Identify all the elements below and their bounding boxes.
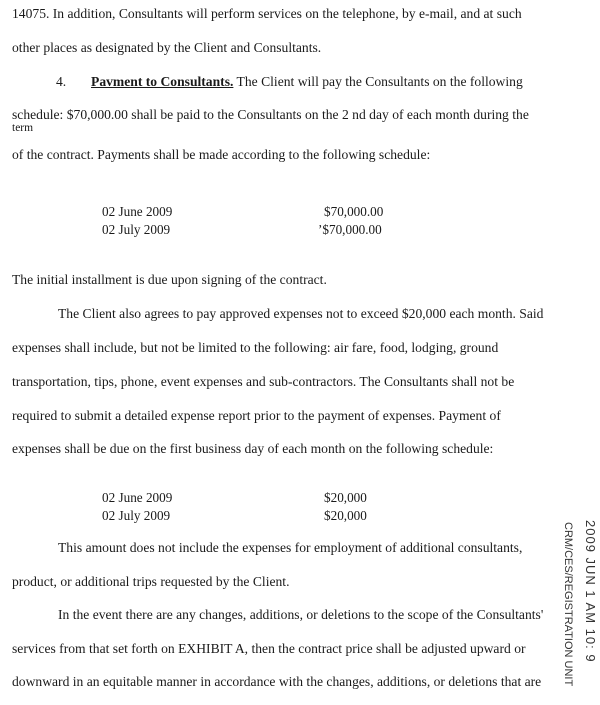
schedule-date: 02 June 2009 — [102, 204, 173, 219]
schedule-amount: ’$70,000.00 — [318, 222, 382, 237]
section-heading: Pavment to Consultants. — [91, 74, 234, 89]
paragraph-line: 14075. In addition, Consultants will perform services on the telephone, by e-mail, and at such — [12, 6, 522, 21]
paragraph-line: The initial installment is due upon signing of the contract. — [12, 272, 327, 287]
schedule-amount: $20,000 — [324, 508, 367, 523]
paragraph-line: schedule: $70,000.00 shall be paid to the Consultants on the 2 nd day of each month during the — [12, 107, 529, 122]
schedule-date: 02 June 2009 — [102, 490, 173, 505]
schedule-amount: $70,000.00 — [324, 204, 384, 219]
paragraph-line: product, or additional trips requested by the Client. — [12, 574, 290, 589]
paragraph-line: required to submit a detailed expense report prior to the payment of expenses. Payment of — [12, 408, 501, 423]
paragraph-line: downward in an equitable manner in accordance with the changes, additions, or deletions that are — [12, 674, 542, 689]
paragraph-line: expenses shall be due on the first business day of each month on the following schedule: — [12, 441, 494, 456]
received-stamp-office: CRM/CES/REGISTRATION UNIT — [562, 522, 574, 687]
paragraph-line: This amount does not include the expenses for employment of additional consultants, — [58, 540, 523, 555]
paragraph-line: expenses shall include, but not be limited to the following: air fare, food, lodging, ground — [12, 340, 499, 355]
received-stamp-date: 2009 JUN 1 AM 10: 9 — [583, 520, 598, 663]
section-text: The Client will pay the Consultants on the following — [233, 74, 523, 89]
schedule-date: 02 July 2009 — [102, 222, 171, 237]
paragraph-line: other places as designated by the Client and Consultants. — [12, 40, 322, 55]
schedule-date: 02 July 2009 — [102, 508, 171, 523]
paragraph-line: In the event there are any changes, additions, or deletions to the scope of the Consultants' — [58, 607, 544, 622]
paragraph-line: The Client also agrees to pay approved expenses not to exceed $20,000 each month. Said — [58, 306, 544, 321]
section-heading-line — [56, 74, 523, 90]
paragraph-line: transportation, tips, phone, event expenses and sub-contractors. The Consultants shall not be — [12, 374, 515, 389]
schedule-amount: $20,000 — [324, 490, 367, 505]
paragraph-line: of the contract. Payments shall be made according to the following schedule: — [12, 147, 431, 162]
section-number: 4. — [56, 74, 67, 89]
paragraph-line: term — [12, 122, 34, 134]
paragraph-line: services from that set forth on EXHIBIT A, then the contract price shall be adjusted upward or — [12, 641, 526, 656]
